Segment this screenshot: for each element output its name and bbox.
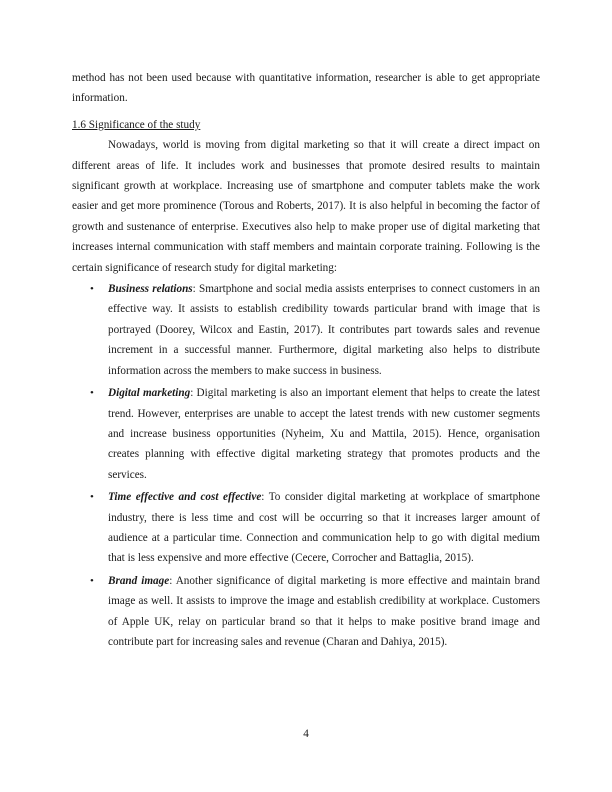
significance-list — [72, 279, 540, 652]
intro-paragraph: method has not been used because with quantitative information, researcher is able to get appropriate information. — [72, 72, 540, 105]
list-item-body: : Digital marketing is also an important element that helps to create the latest trend. However, enterprises are unable to accept the latest trends with new customer segments and increase business opportunities (Nyheim, Xu and Mattila, 2015). Hence, organisation creates planning with effective digital marketing strategy that promotes products and the services. — [108, 387, 540, 481]
list-item-term: Brand image — [108, 574, 170, 587]
list-item-body: : To consider digital marketing at workplace of smartphone industry, there is less time and cost will be occurring so that it increases larger amount of audience at a particular time. Connection and communication help to go with digital medium that is less expensive and more effective (Cecere, Corrocher and Battaglia, 2015). — [108, 491, 540, 565]
list-item-term: Business relations — [108, 283, 193, 296]
list-item-term: Digital marketing — [108, 387, 191, 400]
list-item — [72, 279, 540, 381]
list-item — [72, 383, 540, 485]
list-item-term: Time effective and cost effective — [108, 491, 262, 504]
page-content — [72, 68, 540, 654]
bullet-icon: • — [90, 491, 94, 504]
list-item-text — [108, 487, 540, 569]
bullet-icon: • — [90, 283, 94, 296]
bullet-icon: • — [90, 574, 94, 587]
list-item-body: : Another significance of digital marketing is more effective and maintain brand image as well. It assists to improve the image and establish credibility at workplace. Customers of Apple UK, relay on particular brand so that it helps to make positive brand image and contribute part for increasing sales and revenue (Charan and Dahiya, 2015). — [108, 574, 540, 648]
list-item-text — [108, 279, 540, 381]
bullet-icon: • — [90, 387, 94, 400]
list-item — [72, 487, 540, 569]
section-heading: 1.6 Significance of the study — [72, 118, 201, 131]
page-number: 4 — [303, 728, 309, 740]
list-item-text — [108, 571, 540, 653]
list-item-text — [108, 383, 540, 485]
section-paragraph: Nowadays, world is moving from digital marketing so that it will create a direct impact on different areas of life. It includes work and businesses that promote desired results to maintain significant growth at workplace. Increasing use of smartphone and computer tablets make the work easier and get more prominence (Torous and Roberts, 2017). It is also helpful in becoming the factor of growth and sustenance of enterprise. Executives also help to make proper use of digital marketing that increases internal communication with staff members and maintain corporate training. Following is the certain significance of research study for digital marketing: — [72, 139, 540, 274]
list-item-body: : Smartphone and social media assists enterprises to connect customers in an effective way. It assists to establish credibility towards particular brand with image that is portrayed (Doorey, Wilcox and Eastin, 2017). It contributes part towards sales and revenue increment in a successful manner. Furthermore, digital marketing also helps to distribute information across the members to make success in business. — [108, 283, 540, 377]
list-item — [72, 571, 540, 653]
